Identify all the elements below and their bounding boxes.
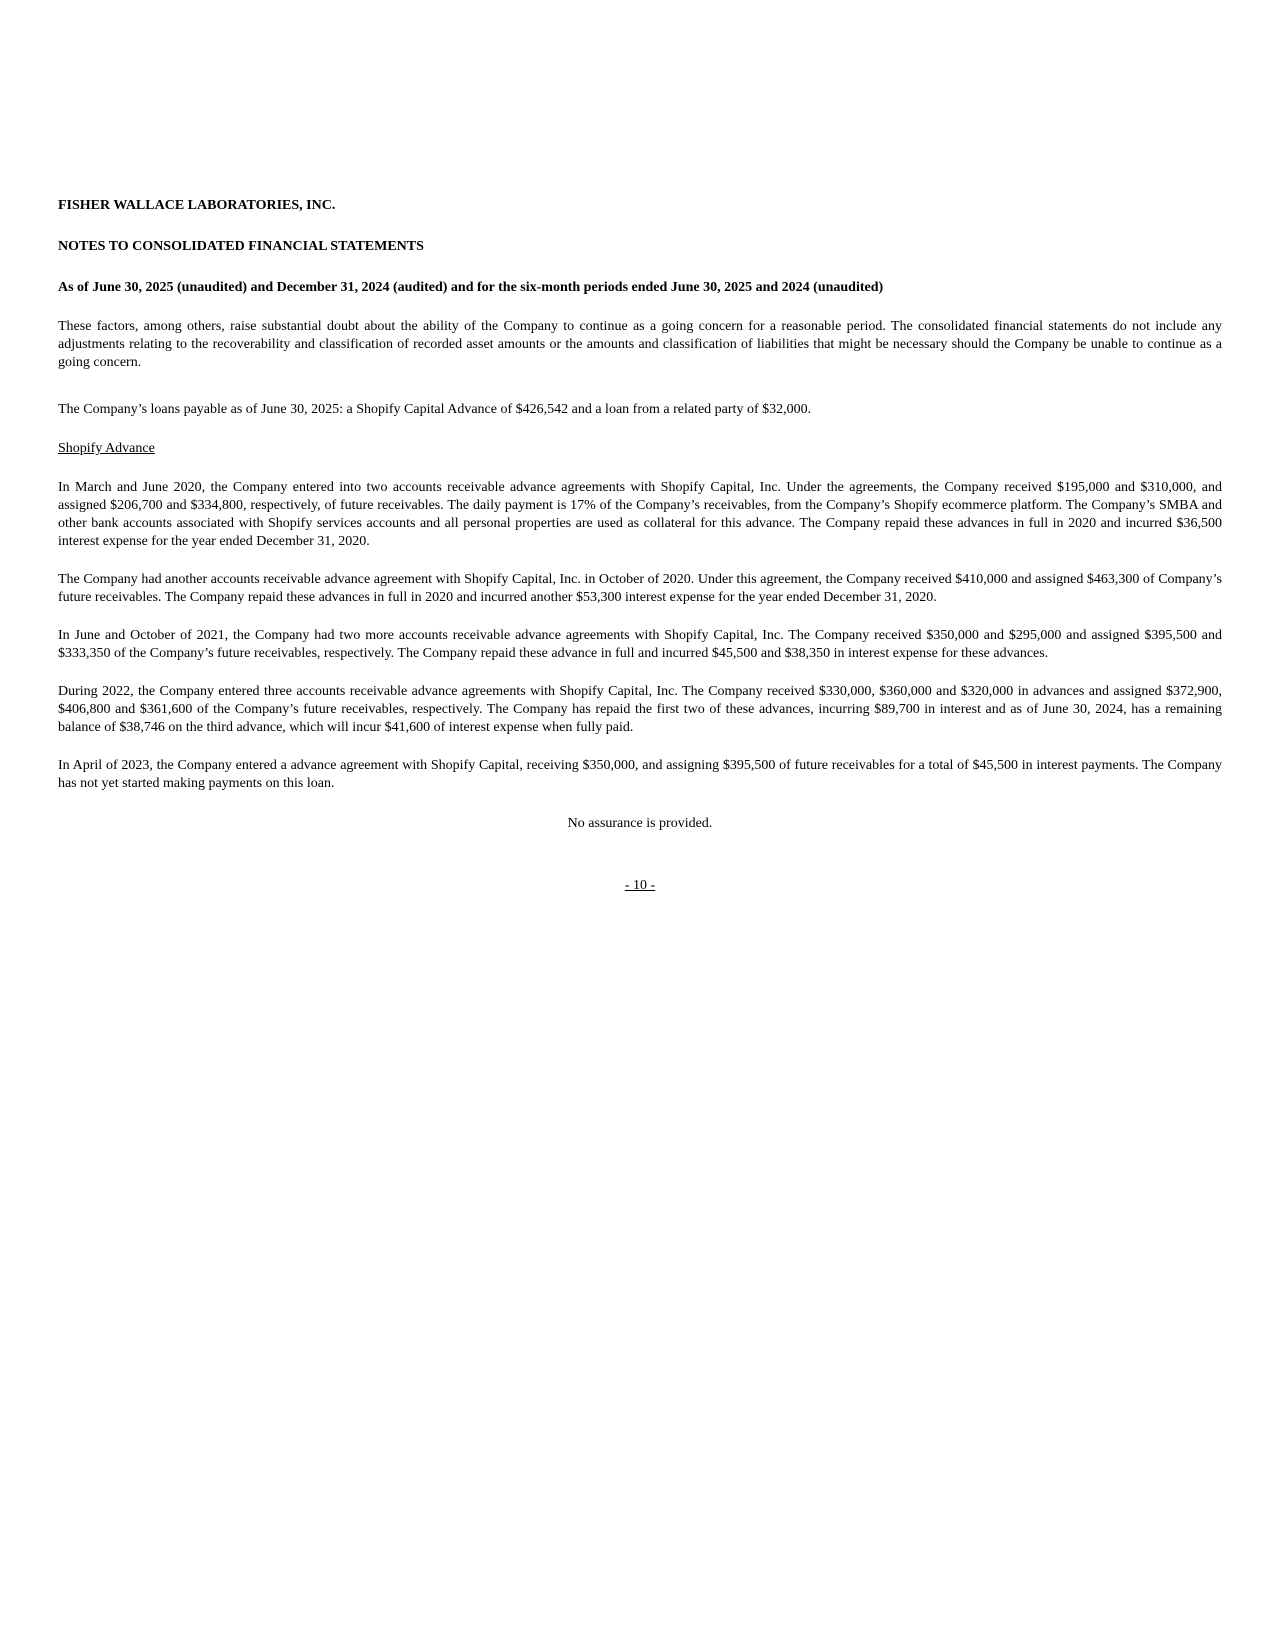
advance-2022-paragraph: During 2022, the Company entered three accounts receivable advance agreements with Shopify Capital, Inc. The Company received $330,000, $360,000 and $320,000 in advances and assigned $372,900, $406,800 and $361,600 of the Company’s future receivables, respectively. The Company has repaid the first two of these advances, incurring $89,700 in interest and as of June 30, 2024, has a remaining balance of $38,746 on the third advance, which will incur $41,600 of interest expense when fully paid. [58,684,1222,735]
period-subtitle: As of June 30, 2025 (unaudited) and December 31, 2024 (audited) and for the six-month periods ended June 30, 2025 and 2024 (unaudited) [58,280,884,295]
page-number-text: - 10 - [624,878,656,893]
company-name: FISHER WALLACE LABORATORIES, INC. [58,198,336,213]
section-title: NOTES TO CONSOLIDATED FINANCIAL STATEMENTS [58,239,424,254]
advance-2020-second-paragraph: The Company had another accounts receivable advance agreement with Shopify Capital, Inc. in October of 2020. Under this agreement, the Company received $410,000 and assigned $463,300 of Company’s future receivables. The Company repaid these advances in full in 2020 and incurred another $53,300 interest expense for the year ended December 31, 2020. [58,572,1222,605]
document-page [58,197,1222,895]
advance-2021-paragraph: In June and October of 2021, the Company had two more accounts receivable advance agreements with Shopify Capital, Inc. The Company received $350,000 and $295,000 and assigned $395,500 and $333,350 of the Company’s future receivables, respectively. The Company repaid these advance in full and incurred $45,500 and $38,350 in interest expense for these advances. [58,628,1222,661]
advance-2020-first-paragraph: In March and June 2020, the Company entered into two accounts receivable advance agreements with Shopify Capital, Inc. Under the agreements, the Company received $195,000 and $310,000, and assigned $206,700 and $334,800, respectively, of future receivables. The daily payment is 17% of the Company’s receivables, from the Company’s Shopify ecommerce platform. The Company’s SMBA and other bank accounts associated with Shopify services accounts and all personal properties are used as collateral for this advance. The Company repaid these advances in full in 2020 and incurred $36,500 interest expense for the year ended December 31, 2020. [58,480,1222,549]
shopify-advance-subheading: Shopify Advance [58,441,155,456]
page-number [58,877,1222,895]
going-concern-paragraph: These factors, among others, raise substantial doubt about the ability of the Company to continue as a going concern for a reasonable period. The consolidated financial statements do not include any adjustments relating to the recoverability and classification of recorded asset amounts or the amounts and classification of liabilities that might be necessary should the Company be unable to continue as a going concern. [58,319,1222,370]
assurance-note: No assurance is provided. [567,816,713,831]
advance-2023-paragraph: In April of 2023, the Company entered a advance agreement with Shopify Capital, receiving $350,000, and assigning $395,500 of future receivables for a total of $45,500 in interest payments. The Company has not yet started making payments on this loan. [58,758,1222,791]
loans-payable-paragraph: The Company’s loans payable as of June 30, 2025: a Shopify Capital Advance of $426,542 and a loan from a related party of $32,000. [58,402,812,417]
